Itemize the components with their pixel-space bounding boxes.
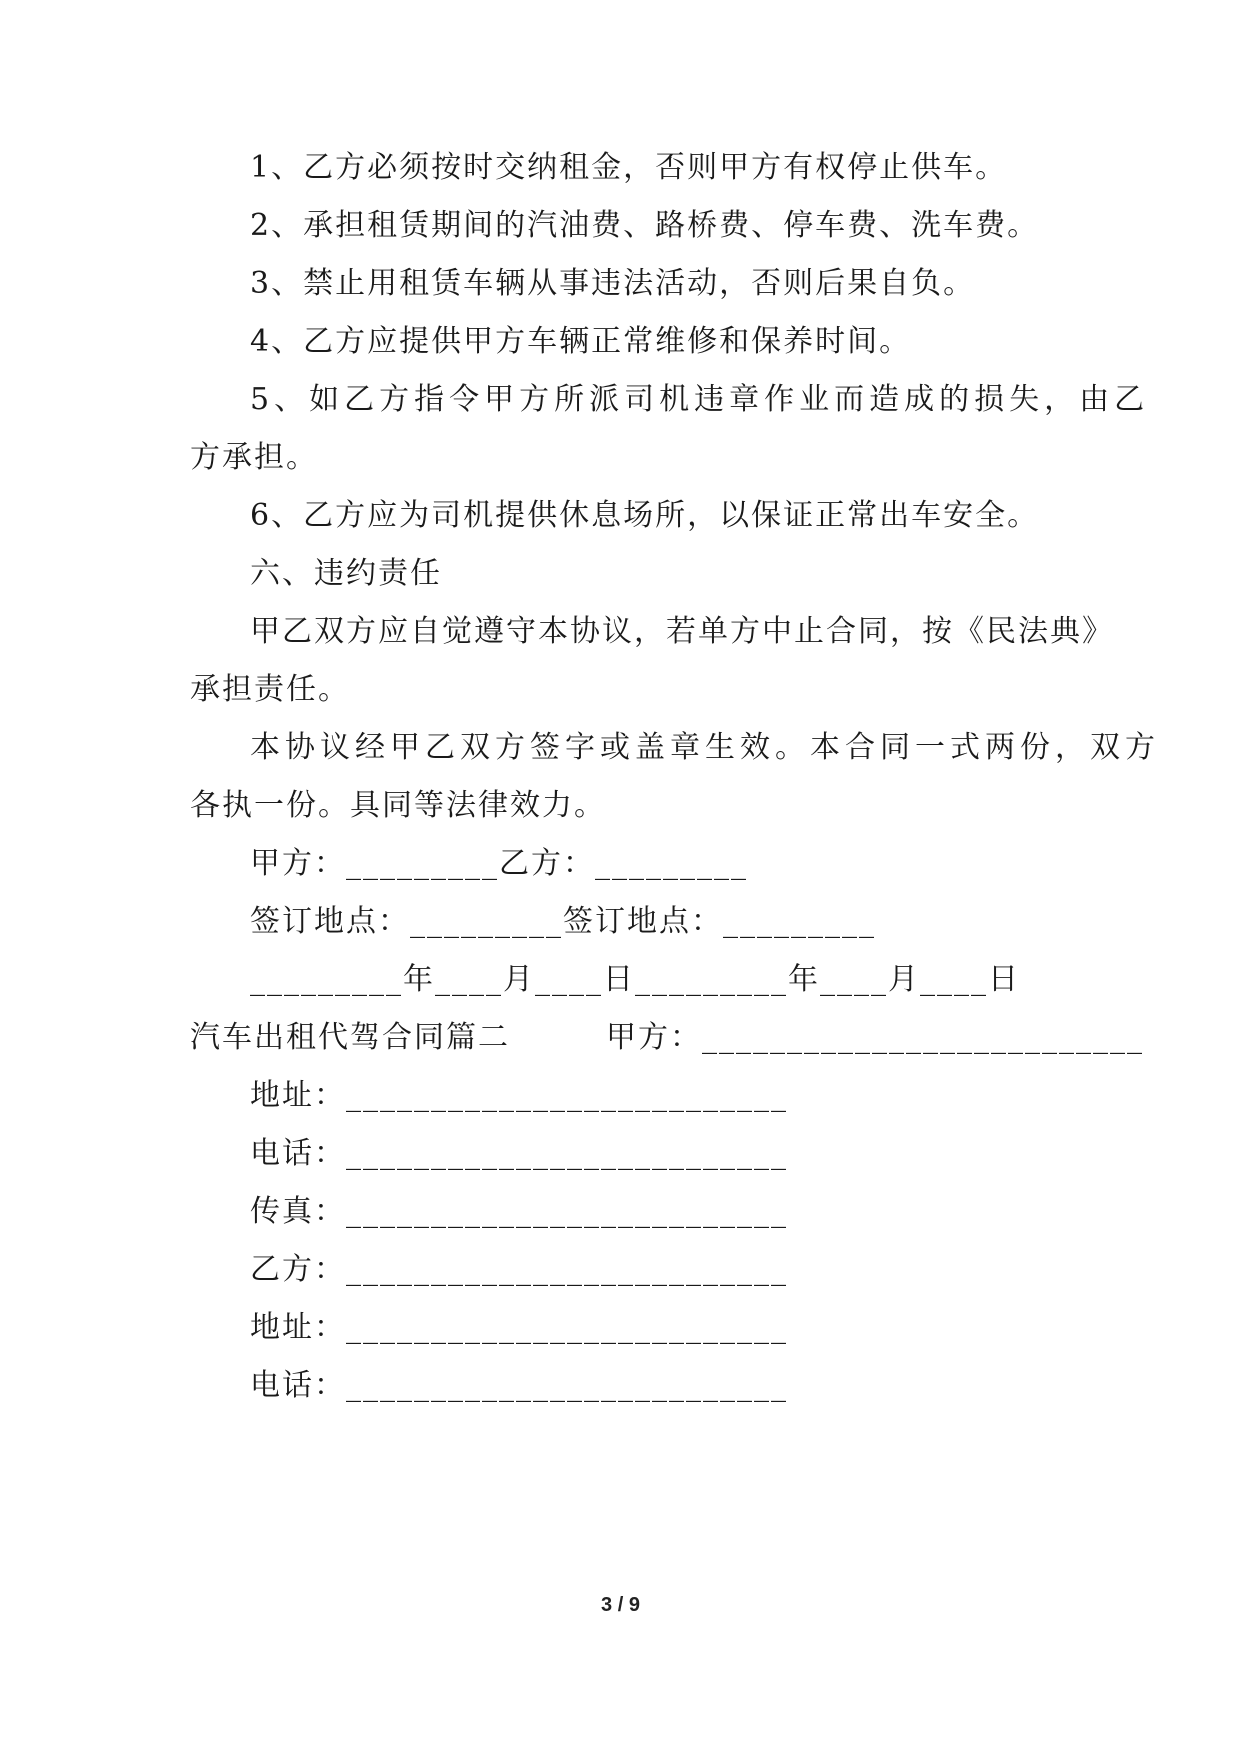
breach-paragraph-line-1: 甲乙双方应自觉遵守本协议，若单方中止合同，按《民法典》 (250, 614, 1114, 649)
clause-6: 6、乙方应为司机提供休息场所，以保证正常出车安全。 (250, 498, 1040, 533)
clause-4: 4、乙方应提供甲方车辆正常维修和保养时间。 (250, 324, 912, 359)
clause-5-line-2: 方承担。 (190, 440, 318, 475)
party-a-address: 地址：__________________________ (250, 1078, 788, 1113)
page-number: 3 / 9 (601, 1594, 640, 1616)
contract-two-heading: 汽车出租代驾合同篇二 甲方：__________________________ (190, 1020, 1144, 1055)
clause-5-line-1: 5、如乙方指令甲方所派司机违章作业而造成的损失，由乙 (250, 382, 1150, 417)
effect-paragraph-line-1: 本协议经甲乙双方签字或盖章生效。本合同一式两份，双方 (250, 730, 1160, 765)
party-b: 乙方：__________________________ (250, 1252, 788, 1287)
signature-parties: 甲方：_________乙方：_________ (250, 846, 748, 881)
section-heading-breach: 六、违约责任 (250, 556, 442, 591)
party-b-phone: 电话：__________________________ (250, 1368, 788, 1403)
clause-2: 2、承担租赁期间的汽油费、路桥费、停车费、洗车费。 (250, 208, 1040, 243)
signature-dates: _________年____月____日_________年____月____日 (250, 962, 1020, 997)
party-a-phone: 电话：__________________________ (250, 1136, 788, 1171)
breach-paragraph-line-2: 承担责任。 (190, 672, 350, 707)
clause-1: 1、乙方必须按时交纳租金，否则甲方有权停止供车。 (250, 150, 1008, 185)
signature-locations: 签订地点：_________签订地点：_________ (250, 904, 876, 939)
effect-paragraph-line-2: 各执一份。具同等法律效力。 (190, 788, 606, 823)
party-b-address: 地址：__________________________ (250, 1310, 788, 1345)
clause-3: 3、禁止用租赁车辆从事违法活动，否则后果自负。 (250, 266, 976, 301)
party-a-fax: 传真：__________________________ (250, 1194, 788, 1229)
